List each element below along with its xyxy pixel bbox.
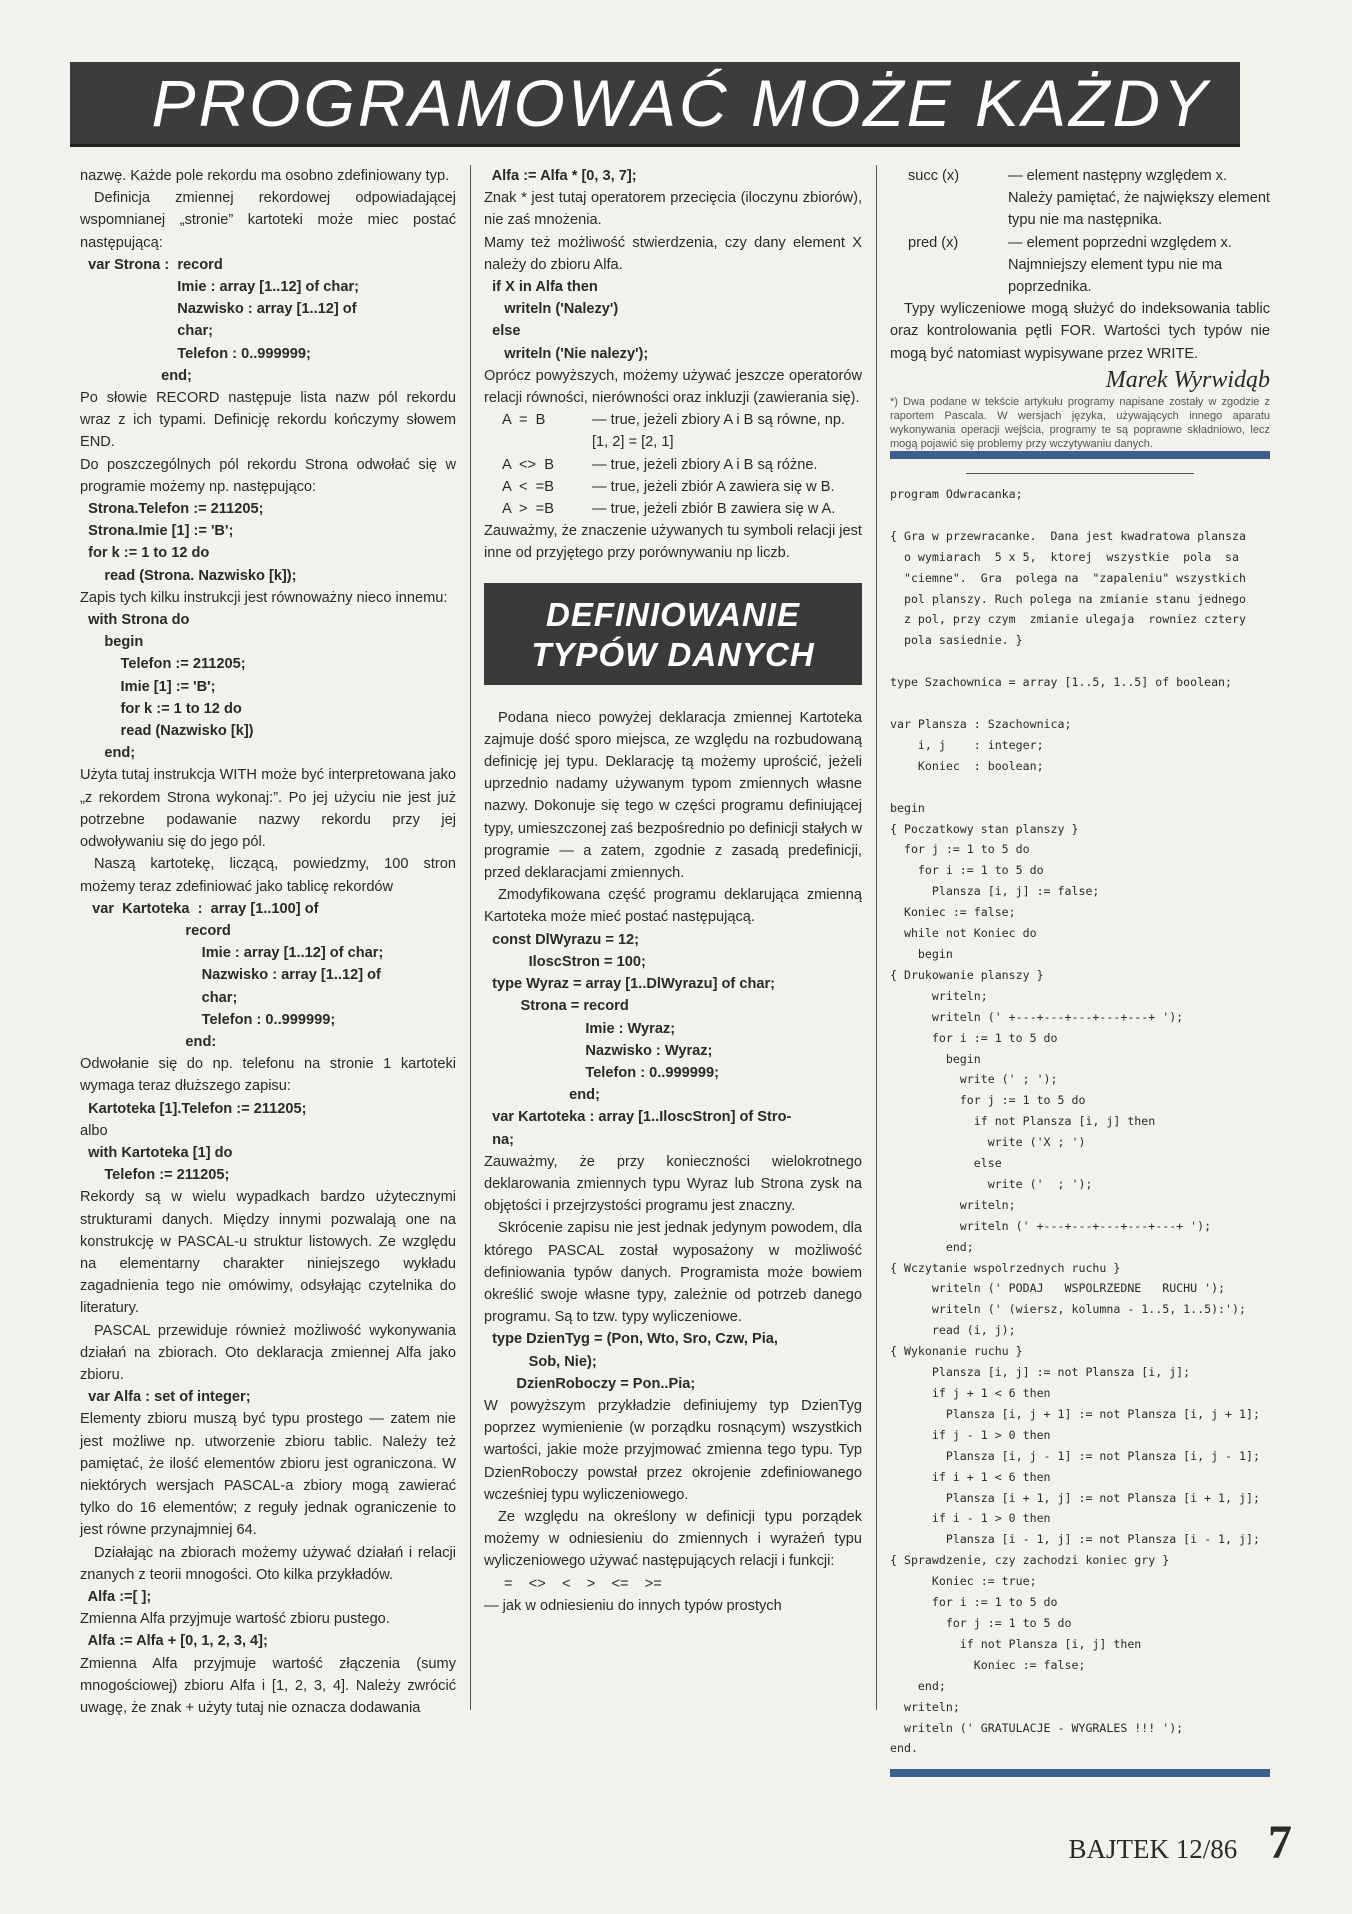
code-block — [80, 1630, 456, 1652]
code-line: Plansza [i - 1, j] := not Plansza [i - 1, j]; — [890, 1532, 1260, 1547]
paragraph: Zmienna Alfa przyjmuje wartość zbioru pustego. — [80, 1611, 390, 1628]
code-line: writeln; — [890, 988, 988, 1003]
code-block — [80, 1098, 456, 1120]
author-signature: Marek Wyrwidąb — [1105, 366, 1270, 393]
code-line: for j := 1 to 5 do — [890, 842, 1030, 857]
code-block — [80, 1386, 456, 1408]
relation-operator: A <> B — [502, 456, 554, 473]
code-block — [484, 276, 862, 365]
code-line: with Kartoteka [1] do — [80, 1144, 233, 1161]
divider-bar — [890, 451, 1270, 459]
code-line: writeln; — [890, 1197, 1016, 1212]
code-line: Koniec : boolean; — [890, 758, 1044, 773]
relation-description: — true, jeżeli zbiór B zawiera się w A. — [592, 501, 836, 518]
section-heading — [484, 583, 862, 685]
paragraph: Po słowie RECORD następuje lista nazw pól rekordu wraz z ich typami. Definicję rekordu kończymy słowem END. — [80, 390, 456, 451]
code-line: na; — [484, 1131, 514, 1148]
code-line: "ciemne". Gra polega na "zapaleniu" wszystkich — [890, 570, 1246, 585]
code-line: Strona.Telefon := 211205; — [80, 501, 264, 518]
paragraph: Działając na zbiorach możemy używać działań i relacji znanych z teorii mnogości. Oto kilka przykładów. — [80, 1544, 456, 1583]
paragraph: Skrócenie zapisu nie jest jednak jedynym powodem, dla którego PASCAL został wyposażony w możliwość definiowania typów danych. Programista może bowiem określić swoje własne typy, zależnie od potrzeb danego programu. Są to tzw. typy wyliczeniowe. — [484, 1220, 862, 1326]
code-line: Plansza [i, j] := not Plansza [i, j]; — [890, 1365, 1191, 1380]
code-line: if not Plansza [i, j] then — [890, 1114, 1156, 1129]
relation-row — [484, 498, 862, 520]
code-line: pola sasiednie. } — [890, 633, 1023, 648]
code-line: if j + 1 < 6 then — [890, 1386, 1051, 1400]
paragraph: Zauważmy, że przy konieczności wielokrotnego deklarowania zmiennych typu Wyraz lub Strona zysk na objętości i przejrzystości programu jest znaczny. — [484, 1153, 862, 1215]
code-line: char; — [80, 323, 213, 340]
paragraph: W powyższym przykładzie definiujemy typ DzienTyg poprzez wymienienie (w porządku rosnącym) wszystkich wartości, jakie może przyjmować zmienna tego typu. Typ DzienRoboczy powstał przez okrojenie zdefiniowanego wcześniej typu wyliczeniowego. — [484, 1397, 862, 1503]
code-line: read (Nazwisko [k]) — [80, 723, 254, 740]
code-line: Imie [1] := 'B'; — [80, 678, 216, 695]
code-line: var Strona : record — [80, 256, 223, 273]
code-line: var Kartoteka : array [1..100] of — [80, 900, 319, 917]
paragraph: — jak w odniesieniu do innych typów prostych — [484, 1597, 782, 1614]
code-line: if j - 1 > 0 then — [890, 1427, 1051, 1442]
relation-row — [484, 409, 862, 453]
paragraph: Użyta tutaj instrukcja WITH może być interpretowana jako „z rekordem Strona wykonaj:”. Po jej użyciu nie jest już potrzebne podawanie nazwy rekordu przy jej odwoływaniu się do jego pól. — [80, 767, 456, 851]
code-block — [80, 609, 456, 764]
relation-description: — true, jeżeli zbiory A i B są równe, np. [1, 2] = [2, 1] — [592, 412, 846, 451]
code-line: Nazwisko : array [1..12] of — [80, 301, 357, 318]
function-name: succ (x) — [908, 168, 960, 184]
page-title: PROGRAMOWAĆ MOŻE KAŻDY — [151, 66, 1210, 140]
code-line: Telefon : 0..999999; — [484, 1064, 719, 1081]
code-block — [484, 1328, 862, 1395]
code-block — [484, 929, 862, 1151]
code-line: Alfa := Alfa + [0, 1, 2, 3, 4]; — [80, 1633, 268, 1650]
functions-table — [890, 165, 1270, 298]
paragraph: Typy wyliczeniowe mogą służyć do indeksowania tablic oraz kontrolowania pętli FOR. Wartości tych typów nie mogą być natomiast wypisywane przez WRITE. — [890, 301, 1270, 362]
code-line: DzienRoboczy = Pon..Pia; — [484, 1375, 696, 1392]
code-line: end; — [890, 1678, 946, 1693]
code-line: { Wykonanie ruchu } — [890, 1344, 1023, 1359]
code-line: z pol, przy czym zmianie ulegaja rowniez cztery — [890, 612, 1246, 627]
code-line: read (Strona. Nazwisko [k]); — [80, 567, 297, 584]
function-description: — element poprzedni względem x. Najmniejszy element typu nie ma poprzednika. — [1008, 234, 1232, 296]
column-divider — [470, 165, 471, 1710]
code-line: program Odwracanka; — [890, 487, 1023, 502]
code-line: for k := 1 to 12 do — [80, 700, 242, 717]
code-line: end; — [80, 367, 192, 384]
code-line: if X in Alfa then — [484, 279, 598, 296]
paragraph: nazwę. Każde pole rekordu ma osobno zdefiniowany typ. — [80, 168, 450, 184]
code-line: with Strona do — [80, 612, 190, 629]
code-block — [80, 498, 456, 587]
code-line: for i := 1 to 5 do — [890, 1030, 1058, 1045]
code-line: for k := 1 to 12 do — [80, 545, 210, 562]
code-line: end: — [80, 1033, 217, 1050]
relations-table — [484, 409, 862, 520]
code-line: writeln ('Nalezy') — [484, 301, 619, 318]
code-line: Kartoteka [1].Telefon := 211205; — [80, 1100, 307, 1117]
code-line: for j := 1 to 5 do — [890, 1093, 1086, 1108]
operators-line: = <> < > <= >= — [504, 1575, 662, 1592]
code-line: end. — [890, 1741, 918, 1756]
code-line: Nazwisko : Wyraz; — [484, 1042, 713, 1059]
page-footer — [1069, 1815, 1293, 1870]
code-line: begin — [890, 800, 925, 815]
function-description: — element następny względem x. Należy pamiętać, że największy element typu nie ma następnika. — [1008, 168, 1270, 229]
code-line: for i := 1 to 5 do — [890, 1595, 1058, 1610]
code-line: else — [890, 1156, 1002, 1171]
code-line: Strona = record — [484, 998, 629, 1015]
program-listing — [890, 484, 1270, 1759]
code-line: const DlWyrazu = 12; — [484, 931, 640, 948]
code-line: write ('X ; ') — [890, 1135, 1086, 1150]
paragraph: Znak * jest tutaj operatorem przecięcia (iloczynu zbiorów), nie zaś mnożenia. — [484, 190, 862, 229]
code-line — [890, 777, 1270, 798]
code-line: var Alfa : set of integer; — [80, 1389, 251, 1406]
section-heading-line: TYPÓW DANYCH — [531, 635, 815, 673]
code-line: Telefon : 0..999999; — [80, 345, 311, 362]
code-line: writeln ('Nie nalezy'); — [484, 345, 649, 362]
code-line: record — [80, 922, 231, 939]
relation-row — [484, 476, 862, 498]
code-line: writeln (' +---+---+---+---+---+ '); — [890, 1009, 1184, 1024]
relation-operator: A = B — [502, 412, 546, 429]
code-line: writeln (' GRATULACJE - WYGRALES !!! '); — [890, 1720, 1184, 1735]
footnote: *) Dwa podane w tekście artykułu programy napisane zostały w zgodzie z raportem Pascala. W wersjach języka, używających innego aparatu wykonywania operacji wejścia, programy te są poprawne składniowo, lecz mogą pojawić się problemy przy wczytywaniu danych. — [890, 396, 1270, 451]
code-line: type Wyraz = array [1..DlWyrazu] of char; — [484, 976, 776, 993]
paragraph: Definicja zmiennej rekordowej odpowiadającej wspomnianej „stronie” kartoteki może miec postać następującą: — [80, 190, 456, 251]
code-line: { Gra w przewracanke. Dana jest kwadratowa plansza — [890, 528, 1246, 543]
code-line: begin — [890, 946, 953, 961]
page-number: 7 — [1268, 1816, 1292, 1869]
column-1 — [80, 165, 456, 1719]
relation-description: — true, jeżeli zbiory A i B są różne. — [592, 456, 818, 473]
relation-operator: A < =B — [502, 478, 554, 495]
code-line: end; — [80, 745, 136, 762]
code-line: for i := 1 to 5 do — [890, 863, 1044, 878]
function-name: pred (x) — [908, 234, 959, 251]
function-row — [890, 165, 1270, 232]
code-line: write (' ; '); — [890, 1176, 1093, 1191]
code-line — [890, 505, 1270, 526]
paragraph: Zauważmy, że znaczenie używanych tu symboli relacji jest inne od przyjętego przy porównywaniu np liczb. — [484, 523, 862, 562]
code-line: begin — [80, 634, 144, 651]
code-line: var Kartoteka : array [1..IloscStron] of Stro- — [484, 1109, 792, 1126]
paragraph: Naszą kartotekę, liczącą, powiedzmy, 100 stron możemy teraz zdefiniować jako tablicę rekordów — [80, 856, 456, 895]
code-line: Koniec := false; — [890, 1657, 1086, 1672]
code-line: else — [484, 323, 521, 340]
relation-operator: A > =B — [502, 501, 554, 518]
code-line: type DzienTyg = (Pon, Wto, Sro, Czw, Pia, — [484, 1331, 778, 1348]
code-line — [890, 693, 1270, 714]
code-line: Nazwisko : array [1..12] of — [80, 967, 381, 984]
function-row — [890, 232, 1270, 299]
code-block — [80, 1142, 456, 1186]
code-line: Plansza [i, j - 1] := not Plansza [i, j - 1]; — [890, 1448, 1260, 1463]
code-line: { Poczatkowy stan planszy } — [890, 821, 1079, 836]
code-line: { Drukowanie planszy } — [890, 967, 1044, 982]
paragraph: Podana nieco powyżej deklaracja zmiennej Kartoteka zajmuje dość sporo miejsca, ze względu na rozbudowaną definicję jej typu. Deklarację tą możemy uprościć, jeżeli uprzednio nadamy używanym typom zmiennych własne nazwy. Dokonuje się tego w części programu definiującej typy, umieszczonej zaś bezpośrednio po definicji stałych w programie — a zatem, zgodnie z zasadą predefinicji, przed deklaracjami zmiennych. — [484, 709, 862, 882]
divider-bar — [890, 1769, 1270, 1777]
code-line: Sob, Nie); — [484, 1353, 597, 1370]
code-line: Plansza [i, j] := false; — [890, 884, 1100, 899]
code-block — [80, 1586, 456, 1608]
code-line: for j := 1 to 5 do — [890, 1615, 1072, 1630]
paragraph: Zapis tych kilku instrukcji jest równoważny nieco innemu: — [80, 589, 448, 606]
code-line: begin — [890, 1051, 981, 1066]
relation-description: — true, jeżeli zbiór A zawiera się w B. — [592, 478, 835, 495]
paragraph: Oprócz powyższych, możemy używać jeszcze operatorów relacji równości, nierówności oraz inkluzji (zawierania się). — [484, 367, 862, 407]
code-line: char; — [80, 989, 238, 1006]
code-line: writeln (' PODAJ WSPOLRZEDNE RUCHU '); — [890, 1281, 1226, 1296]
code-line: if i + 1 < 6 then — [890, 1469, 1051, 1484]
code-line: write (' ; '); — [890, 1072, 1058, 1087]
code-line: end; — [890, 1239, 974, 1254]
code-line: i, j : integer; — [890, 737, 1044, 752]
code-line: IloscStron = 100; — [484, 953, 646, 970]
paragraph: Rekordy są w wielu wypadkach bardzo użytecznymi strukturami danych. Między innymi pozwalają one na konstrukcję w PASCAL-u struktur listowych. Ze względu na elementarny charakter niniejszego wykładu zagadnienia tego nie omówimy, odsyłając czytelnika do literatury. — [80, 1189, 456, 1317]
column-3 — [890, 165, 1270, 1777]
code-line: Telefon := 211205; — [80, 656, 246, 673]
code-block — [484, 165, 862, 187]
column-2 — [484, 165, 862, 1617]
code-line: Koniec := false; — [890, 905, 1016, 920]
code-line: var Plansza : Szachownica; — [890, 717, 1072, 731]
code-line: o wymiarach 5 x 5, ktorej wszystkie pola sa — [890, 549, 1240, 564]
paragraph: Odwołanie się do np. telefonu na stronie 1 kartoteki wymaga teraz dłuższego zapisu: — [80, 1056, 456, 1095]
code-line: writeln; — [890, 1699, 960, 1714]
code-line: read (i, j); — [890, 1323, 1016, 1338]
code-line: if i - 1 > 0 then — [890, 1511, 1051, 1526]
code-block — [80, 898, 456, 1053]
column-divider — [876, 165, 877, 1710]
section-heading-line: DEFINIOWANIE — [545, 595, 800, 633]
paragraph: Zmienna Alfa przyjmuje wartość złączenia (sumy mnogościowej) zbioru Alfa i [1, 2, 3, 4]. Należy zwrócić uwagę, że znak + użyty tutaj nie oznacza dodawania — [80, 1655, 456, 1717]
code-line: Koniec := true; — [890, 1574, 1037, 1589]
code-line: Alfa := Alfa * [0, 3, 7]; — [484, 168, 637, 184]
code-line: Telefon := 211205; — [80, 1167, 230, 1184]
paragraph: Zmodyfikowana część programu deklarująca zmienną Kartoteka może mieć postać następującą. — [484, 887, 862, 926]
code-line: Telefon : 0..999999; — [80, 1011, 336, 1028]
code-line: writeln (' +---+---+---+---+---+ '); — [890, 1218, 1212, 1233]
paragraph: Ze względu na określony w definicji typu porządek możemy w odniesieniu do zmiennych i wyrażeń typu wyliczeniowego używać następujących relacji i funkcji: — [484, 1508, 862, 1570]
code-line: { Wczytanie wspolrzednych ruchu } — [890, 1260, 1121, 1275]
code-line: end; — [484, 1087, 600, 1104]
paragraph: albo — [80, 1122, 108, 1139]
code-line: Imie : array [1..12] of char; — [80, 945, 384, 962]
code-block — [80, 254, 456, 387]
code-line: type Szachownica = array [1..5, 1..5] of boolean; — [890, 675, 1233, 690]
code-line: Strona.Imie [1] := 'B'; — [80, 523, 234, 540]
code-line — [890, 651, 1270, 672]
code-line: Plansza [i + 1, j] := not Plansza [i + 1, j]; — [890, 1490, 1260, 1505]
code-line: if not Plansza [i, j] then — [890, 1636, 1142, 1651]
paragraph: PASCAL przewiduje również możliwość wykonywania działań na zbiorach. Oto deklaracja zmiennej Alfa jako zbioru. — [80, 1322, 456, 1383]
code-line: Imie : Wyraz; — [484, 1020, 676, 1037]
code-line: writeln (' (wiersz, kolumna - 1..5, 1..5):'); — [890, 1302, 1246, 1317]
paragraph: Mamy też możliwość stwierdzenia, czy dany element X należy do zbioru Alfa. — [484, 234, 862, 273]
code-line: Plansza [i, j + 1] := not Plansza [i, j + 1]; — [890, 1406, 1260, 1421]
paragraph: Elementy zbioru muszą być typu prostego — zatem nie jest możliwe np. utworzenie zbioru tablic. Należy też pamiętać, że ilość elementów zbioru jest ograniczona. W niektórych wersjach PASCAL-a zbiory mogą zawierać tylko do 16 elementów; z reguły jednak ograniczenie to jest równe przynajmniej 64. — [80, 1411, 456, 1539]
code-line: Imie : array [1..12] of char; — [80, 279, 359, 296]
code-line: pol planszy. Ruch polega na zmianie stanu jednego — [890, 591, 1246, 606]
code-line: { Sprawdzenie, czy zachodzi koniec gry } — [890, 1553, 1170, 1568]
header-banner — [70, 62, 1240, 147]
paragraph: Do poszczególnych pól rekordu Strona odwołać się w programie możemy np. następująco: — [80, 456, 456, 495]
code-line: while not Koniec do — [890, 926, 1037, 941]
relation-row — [484, 454, 862, 476]
code-line: Alfa :=[ ]; — [80, 1589, 152, 1605]
magazine-issue: BAJTEK 12/86 — [1068, 1834, 1238, 1864]
